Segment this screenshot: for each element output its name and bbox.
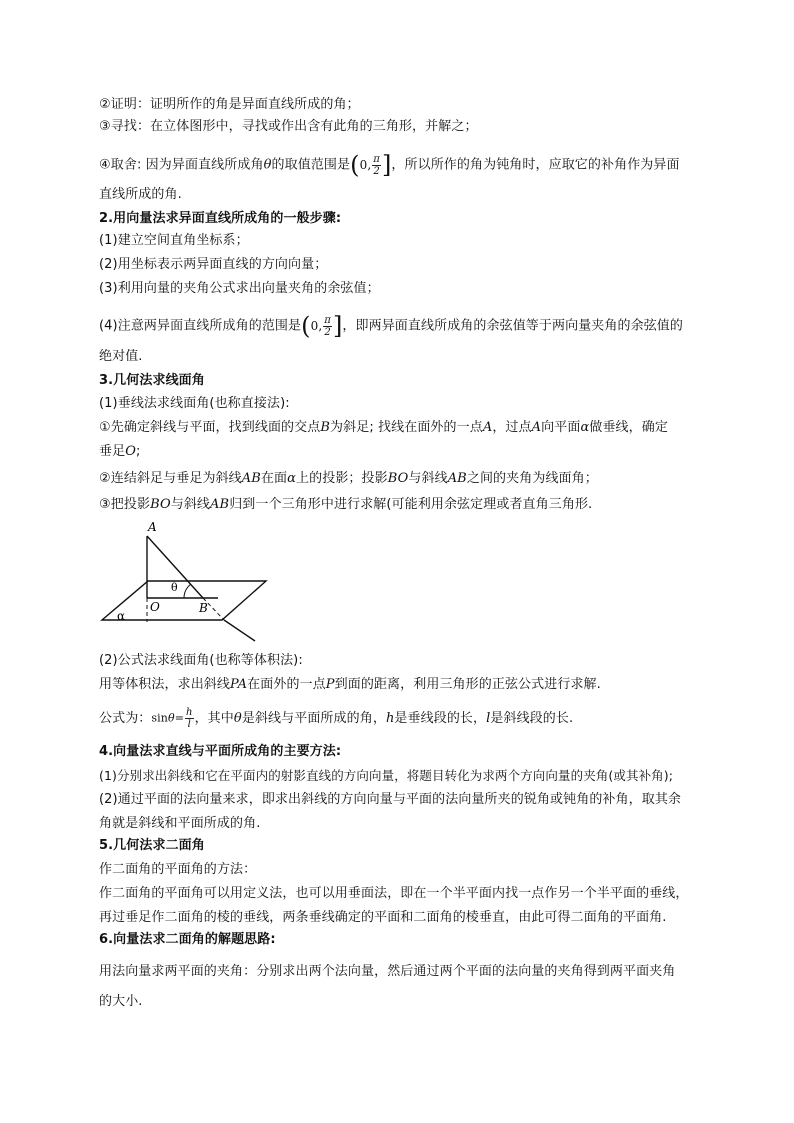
text-line-interval: (4)注意两异面直线所成角的范围是(0, $\frac{\pi}{2}$ ]，即两异面直线所成角的余弦值等于两向量夹角的余弦值的 — [99, 312, 684, 340]
text-line: 作二面角的平面角可以用定义法，也可以用垂面法，即在一个半平面内找一点作另一个半平面的垂线， — [99, 886, 689, 901]
section-heading: 6.向量法求二面角的解题思路: — [99, 932, 276, 947]
text-line: (1)分别求出斜线和它在平面内的射影直线的方向向量，将题目转化为求两个方向向量的夹角(或其补角); — [99, 768, 674, 783]
text-line: (1)建立空间直角坐标系； — [99, 233, 249, 248]
text-line: (2)用坐标表示两异面直线的方向向量； — [99, 257, 328, 272]
text-line: ①先确定斜线与平面，找到线面的交点B为斜足; 找线在面外的一点A，过点A向平面α做垂线，确定 — [99, 420, 668, 435]
text-line: 垂足O; — [99, 444, 141, 459]
section-heading: 4.向量法求直线与平面所成角的主要方法: — [99, 744, 342, 759]
interval-formula: (0, $\frac{\pi}{2}$ ] — [301, 312, 343, 340]
text-line: 用等体积法，求出斜线PA在面外的一点P到面的距离，利用三角形的正弦公式进行求解. — [99, 677, 601, 692]
interval-formula: (0, $\frac{\pi}{2}$ ] — [350, 151, 392, 179]
label-theta: θ — [171, 581, 178, 594]
sine-formula: sinθ= $\frac{h}{l}$ — [151, 707, 193, 730]
text-line: 绝对值. — [99, 349, 143, 364]
text-line: (3)利用向量的夹角公式求出向量夹角的余弦值； — [99, 281, 380, 296]
text-line: 再过垂足作二面角的棱的垂线，两条垂线确定的平面和二面角的棱垂直，由此可得二面角的平面角. — [99, 910, 667, 925]
label-alpha: α — [117, 609, 126, 623]
section-heading: 5.几何法求二面角 — [99, 838, 205, 853]
angle-arc — [184, 584, 191, 598]
text-line: ③寻找：在立体图形中，寻找或作出含有此角的三角形，并解之； — [99, 119, 478, 134]
text-line: ②证明：证明所作的角是异面直线所成的角； — [99, 97, 360, 112]
text-line: (2)公式法求线面角(也称等体积法): — [99, 653, 303, 668]
label-A: A — [148, 520, 157, 534]
label-O: O — [150, 600, 160, 614]
text-line: ③把投影BO与斜线AB归到一个三角形中进行求解(可能利用余弦定理或者直角三角形. — [99, 497, 593, 512]
label-B: B — [199, 601, 208, 615]
text-line: 用法向量求两平面的夹角：分别求出两个法向量，然后通过两个平面的法向量的夹角得到两平面夹角 — [99, 964, 676, 979]
text-line: (1)垂线法求线面角(也称直接法): — [99, 396, 290, 411]
oblique-extension — [224, 620, 255, 641]
text-line-formula: 公式为：sinθ= $\frac{h}{l}$ ，其中θ是斜线与平面所成的角，h是垂线段的长，l是斜线段的长. — [99, 707, 574, 730]
text-line: 角就是斜线和平面所成的角. — [99, 816, 261, 831]
text-line: ②连结斜足与垂足为斜线AB在面α上的投影；投影BO与斜线AB之间的夹角为线面角； — [99, 471, 598, 486]
text-line-interval: ④取舍: 因为异面直线所成角θ的取值范围是(0, $\frac{\pi}{2}$ ]，所以所作的角为钝角时，应取它的补角作为异面 — [99, 151, 680, 179]
section-heading: 2.用向量法求异面直线所成角的一般步骤: — [99, 211, 342, 226]
text-line: 的大小. — [99, 994, 143, 1009]
plane-alpha — [102, 581, 266, 620]
section-heading: 3.几何法求线面角 — [99, 373, 205, 388]
text-line: (2)通过平面的法向量来求，即求出斜线的方向向量与平面的法向量所夹的锐角或钝角的补角，取其余 — [99, 792, 682, 807]
text-line: 作二面角的平面角的方法： — [99, 862, 257, 877]
line-plane-angle-figure — [96, 518, 276, 644]
text-line: 直线所成的角. — [99, 187, 182, 202]
